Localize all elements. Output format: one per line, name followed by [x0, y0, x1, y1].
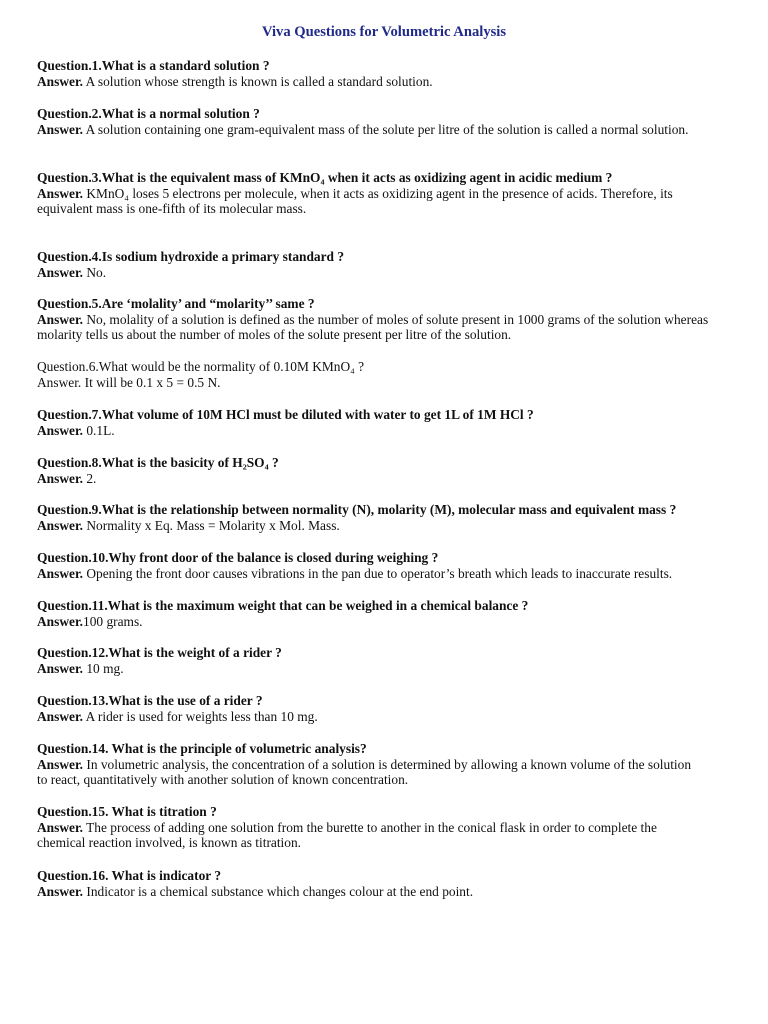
- answer-label: Answer.: [37, 73, 84, 89]
- qa-item-15: [37, 804, 707, 851]
- answer-text: 2.: [83, 470, 97, 486]
- answer-label: Answer.: [37, 613, 84, 629]
- answer: [37, 471, 717, 487]
- question: Question.14. What is the principle of volumetric analysis?: [37, 741, 367, 756]
- answer-label: Answer.: [37, 756, 84, 772]
- answer: [37, 265, 717, 281]
- answer: [37, 312, 727, 343]
- answer-text: No, molality of a solution is defined as the number of moles of solute present in 1000 grams of the solution whereas molarity tells us about the number of moles of the solute present per litre of the solution.: [37, 311, 709, 343]
- answer-text: No.: [83, 264, 107, 280]
- answer: [37, 423, 717, 439]
- qa-item-8: [37, 455, 717, 486]
- question: Question.2.What is a normal solution ?: [37, 106, 260, 121]
- answer: [37, 375, 717, 391]
- qa-item-14: [37, 741, 697, 788]
- qa-item-2: [37, 106, 717, 137]
- qa-item-9: [37, 502, 737, 533]
- question: Question.12.What is the weight of a rider ?: [37, 645, 282, 660]
- question: Question.8.What is the basicity of H₂SO₄ ?: [37, 455, 279, 470]
- question: Question.5.Are ‘molality’ and “molarity’’ same ?: [37, 296, 315, 311]
- question: Question.13.What is the use of a rider ?: [37, 693, 263, 708]
- answer: [37, 757, 697, 788]
- question: Question.1.What is a standard solution ?: [37, 58, 270, 73]
- answer-label: Answer.: [37, 121, 84, 137]
- answer: [37, 614, 717, 630]
- answer-label: Answer.: [37, 311, 84, 327]
- answer-label: Answer.: [37, 565, 84, 581]
- answer: [37, 122, 717, 138]
- document-title: Viva Questions for Volumetric Analysis: [261, 24, 507, 40]
- answer-text: The process of adding one solution from the burette to another in the conical flask in order to complete the chemical reaction involved, is known as titration.: [37, 819, 657, 851]
- answer-text: Indicator is a chemical substance which changes colour at the end point.: [83, 883, 474, 899]
- qa-item-1: [37, 58, 717, 89]
- answer-label: Answer.: [37, 422, 84, 438]
- answer: [37, 518, 737, 534]
- question: Question.16. What is indicator ?: [37, 868, 222, 883]
- question: Question.11.What is the maximum weight that can be weighed in a chemical balance ?: [37, 598, 529, 613]
- answer: [37, 566, 737, 582]
- question: Question.3.What is the equivalent mass of KMnO₄ when it acts as oxidizing agent in acidic medium ?: [37, 170, 613, 185]
- answer-text: Opening the front door causes vibrations in the pan due to operator’s breath which leads to inaccurate results.: [83, 565, 673, 581]
- question: Question.10.Why front door of the balance is closed during weighing ?: [37, 550, 439, 565]
- answer: [37, 820, 707, 851]
- answer-text: A solution containing one gram-equivalent mass of the solute per litre of the solution is called a normal solution.: [83, 121, 689, 137]
- answer-label: Answer.: [37, 470, 84, 486]
- answer: [37, 709, 717, 725]
- answer-text: A solution whose strength is known is called a standard solution.: [83, 73, 433, 89]
- qa-item-12: [37, 645, 717, 676]
- answer-label: Answer.: [37, 819, 84, 835]
- answer: [37, 661, 717, 677]
- answer-text: In volumetric analysis, the concentration of a solution is determined by allowing a known volume of the solution to react, quantitatively with another solution of known concentration.: [37, 756, 692, 788]
- qa-item-10: [37, 550, 737, 581]
- answer-label: Answer.: [37, 660, 84, 676]
- question: Question.9.What is the relationship between normality (N), molarity (M), molecular mass and equivalent mass ?: [37, 502, 677, 517]
- answer-label: Answer.: [37, 185, 84, 201]
- qa-item-11: [37, 598, 717, 629]
- answer: [37, 186, 727, 217]
- answer-text: 100 grams.: [83, 613, 143, 629]
- answer-text: Normality x Eq. Mass = Molarity x Mol. Mass.: [83, 517, 340, 533]
- qa-item-7: [37, 407, 717, 438]
- question: Question.7.What volume of 10M HCl must be diluted with water to get 1L of 1M HCl ?: [37, 407, 534, 422]
- answer-text: 10 mg.: [83, 660, 124, 676]
- qa-item-3: [37, 170, 727, 217]
- answer-label: Answer.: [37, 883, 84, 899]
- answer-text: KMnO₄ loses 5 electrons per molecule, when it acts as oxidizing agent in the presence of acids. Therefore, its equivalent mass is one-fifth of its molecular mass.: [37, 185, 673, 217]
- answer-label: Answer.: [37, 374, 82, 390]
- qa-item-6: [37, 359, 717, 390]
- qa-item-5: [37, 296, 727, 343]
- question: Question.6.What would be the normality of 0.10M KMnO₄ ?: [37, 359, 365, 374]
- answer-text: 0.1L.: [83, 422, 115, 438]
- answer-text: A rider is used for weights less than 10 mg.: [83, 708, 318, 724]
- answer-label: Answer.: [37, 517, 84, 533]
- answer: [37, 884, 717, 900]
- question: Question.15. What is titration ?: [37, 804, 217, 819]
- question: Question.4.Is sodium hydroxide a primary standard ?: [37, 249, 345, 264]
- answer-text: It will be 0.1 x 5 = 0.5 N.: [81, 374, 221, 390]
- answer-label: Answer.: [37, 264, 84, 280]
- answer: [37, 74, 717, 90]
- qa-item-4: [37, 249, 717, 280]
- answer-label: Answer.: [37, 708, 84, 724]
- qa-item-16: [37, 868, 717, 899]
- qa-item-13: [37, 693, 717, 724]
